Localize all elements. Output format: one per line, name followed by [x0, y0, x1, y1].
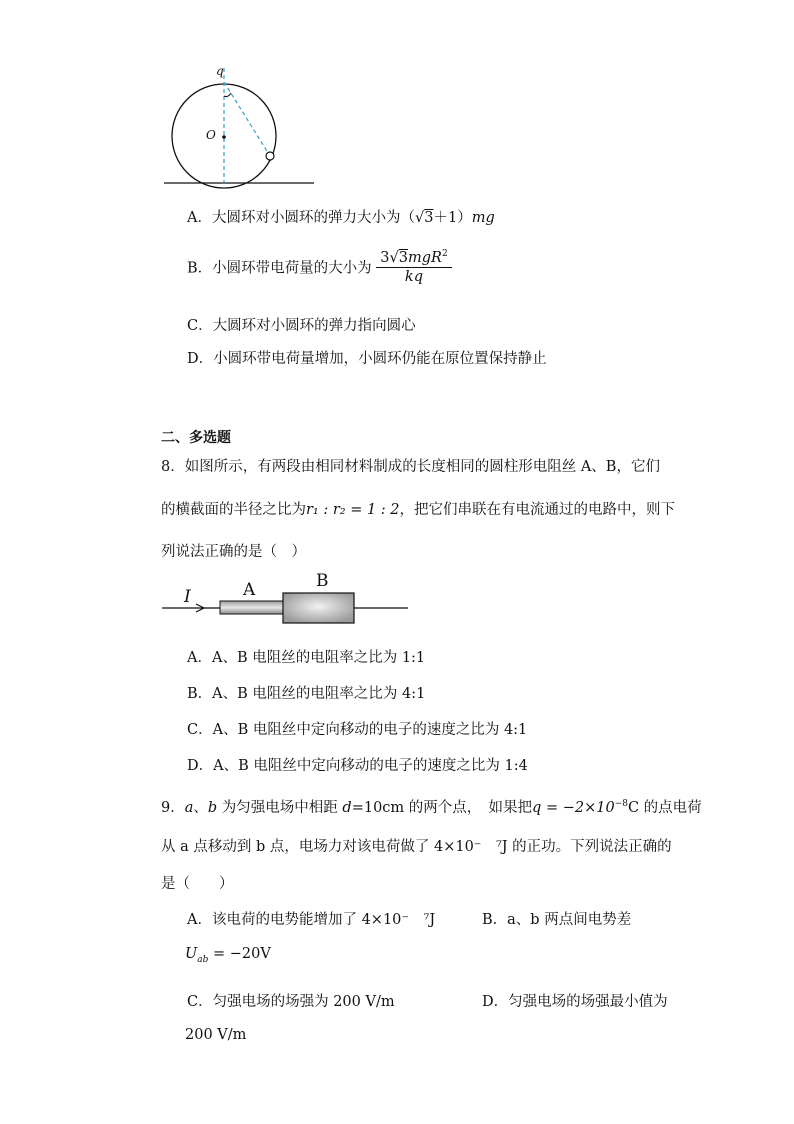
wire-figure — [160, 588, 420, 628]
label-current: I — [184, 587, 191, 607]
q8-line-1: 8．如图所示，有两段由相同材料制成的长度相同的圆柱形电阻丝 A、B，它们 — [161, 459, 660, 475]
q9-line-2: 从 a 点移动到 b 点，电场力对该电荷做了 4×10⁻ ⁷J 的正功。下列说法正确的 — [161, 839, 672, 855]
angle-arc — [224, 93, 231, 97]
q9-option-d: D．匀强电场的场强最小值为 — [482, 994, 668, 1010]
sqrt-symbol: √ — [414, 210, 425, 226]
q7-option-b: B．小圆环带电荷量的大小为 $\frac{3√3mgR^2}{kq}$ — [187, 249, 452, 285]
q8-option-d: D．A、B 电阻丝中定向移动的电子的速度之比为 1:4 — [187, 758, 528, 774]
label-a: A — [243, 580, 256, 600]
resistor-a — [220, 601, 284, 614]
charge-formula: q = −2×10 — [532, 800, 615, 816]
radius-ratio: r₁ : r₂ = 1 : 2 — [306, 502, 400, 518]
charge-fraction: $\frac{3√3mgR^2}{kq}$ — [376, 249, 451, 285]
q9-option-b-continued: $U_{ab} = -20V$ — [185, 946, 271, 965]
q8-line-2: 的横截面的半径之比为r₁ : r₂ = 1 : 2，把它们串联在有电流通过的电路中，则下 — [161, 502, 676, 518]
center-dot — [222, 135, 226, 139]
q7-option-d: D．小圆环带电荷量增加，小圆环仍能在原位置保持静止 — [187, 351, 547, 367]
label-q: q — [216, 64, 224, 78]
label-b: B — [316, 571, 329, 591]
q9-option-c: C．匀强电场的场强为 200 V/m — [187, 994, 395, 1010]
q8-option-b: B．A、B 电阻丝的电阻率之比为 4:1 — [187, 686, 426, 702]
q8-option-a: A．A、B 电阻丝的电阻率之比为 1:1 — [187, 650, 426, 666]
q7-option-c: C．大圆环对小圆环的弹力指向圆心 — [187, 318, 416, 334]
q9-option-d-continued: 200 V/m — [185, 1027, 247, 1043]
q9-option-b: B．a、b 两点间电势差 — [482, 912, 632, 928]
q9-line-3: 是（ ） — [161, 876, 234, 892]
q9-line-1: 9．a、b 为匀强电场中相距 d=10cm 的两个点， 如果把$q = -2\times 10^{-8}C$ 的点电荷 — [161, 799, 702, 816]
q7-option-a: A．大圆环对小圆环的弹力大小为（√3＋1）mg — [187, 210, 495, 226]
ring-figure — [160, 60, 320, 190]
small-ring — [266, 152, 274, 160]
label-o: O — [206, 128, 216, 142]
resistor-b — [283, 593, 354, 623]
q8-option-c: C．A、B 电阻丝中定向移动的电子的速度之比为 4:1 — [187, 722, 528, 738]
section-title: 二、多选题 — [161, 430, 231, 446]
q8-line-3: 列说法正确的是（ ） — [161, 544, 306, 560]
q9-option-a: A．该电荷的电势能增加了 4×10⁻ ⁷J — [187, 912, 436, 928]
